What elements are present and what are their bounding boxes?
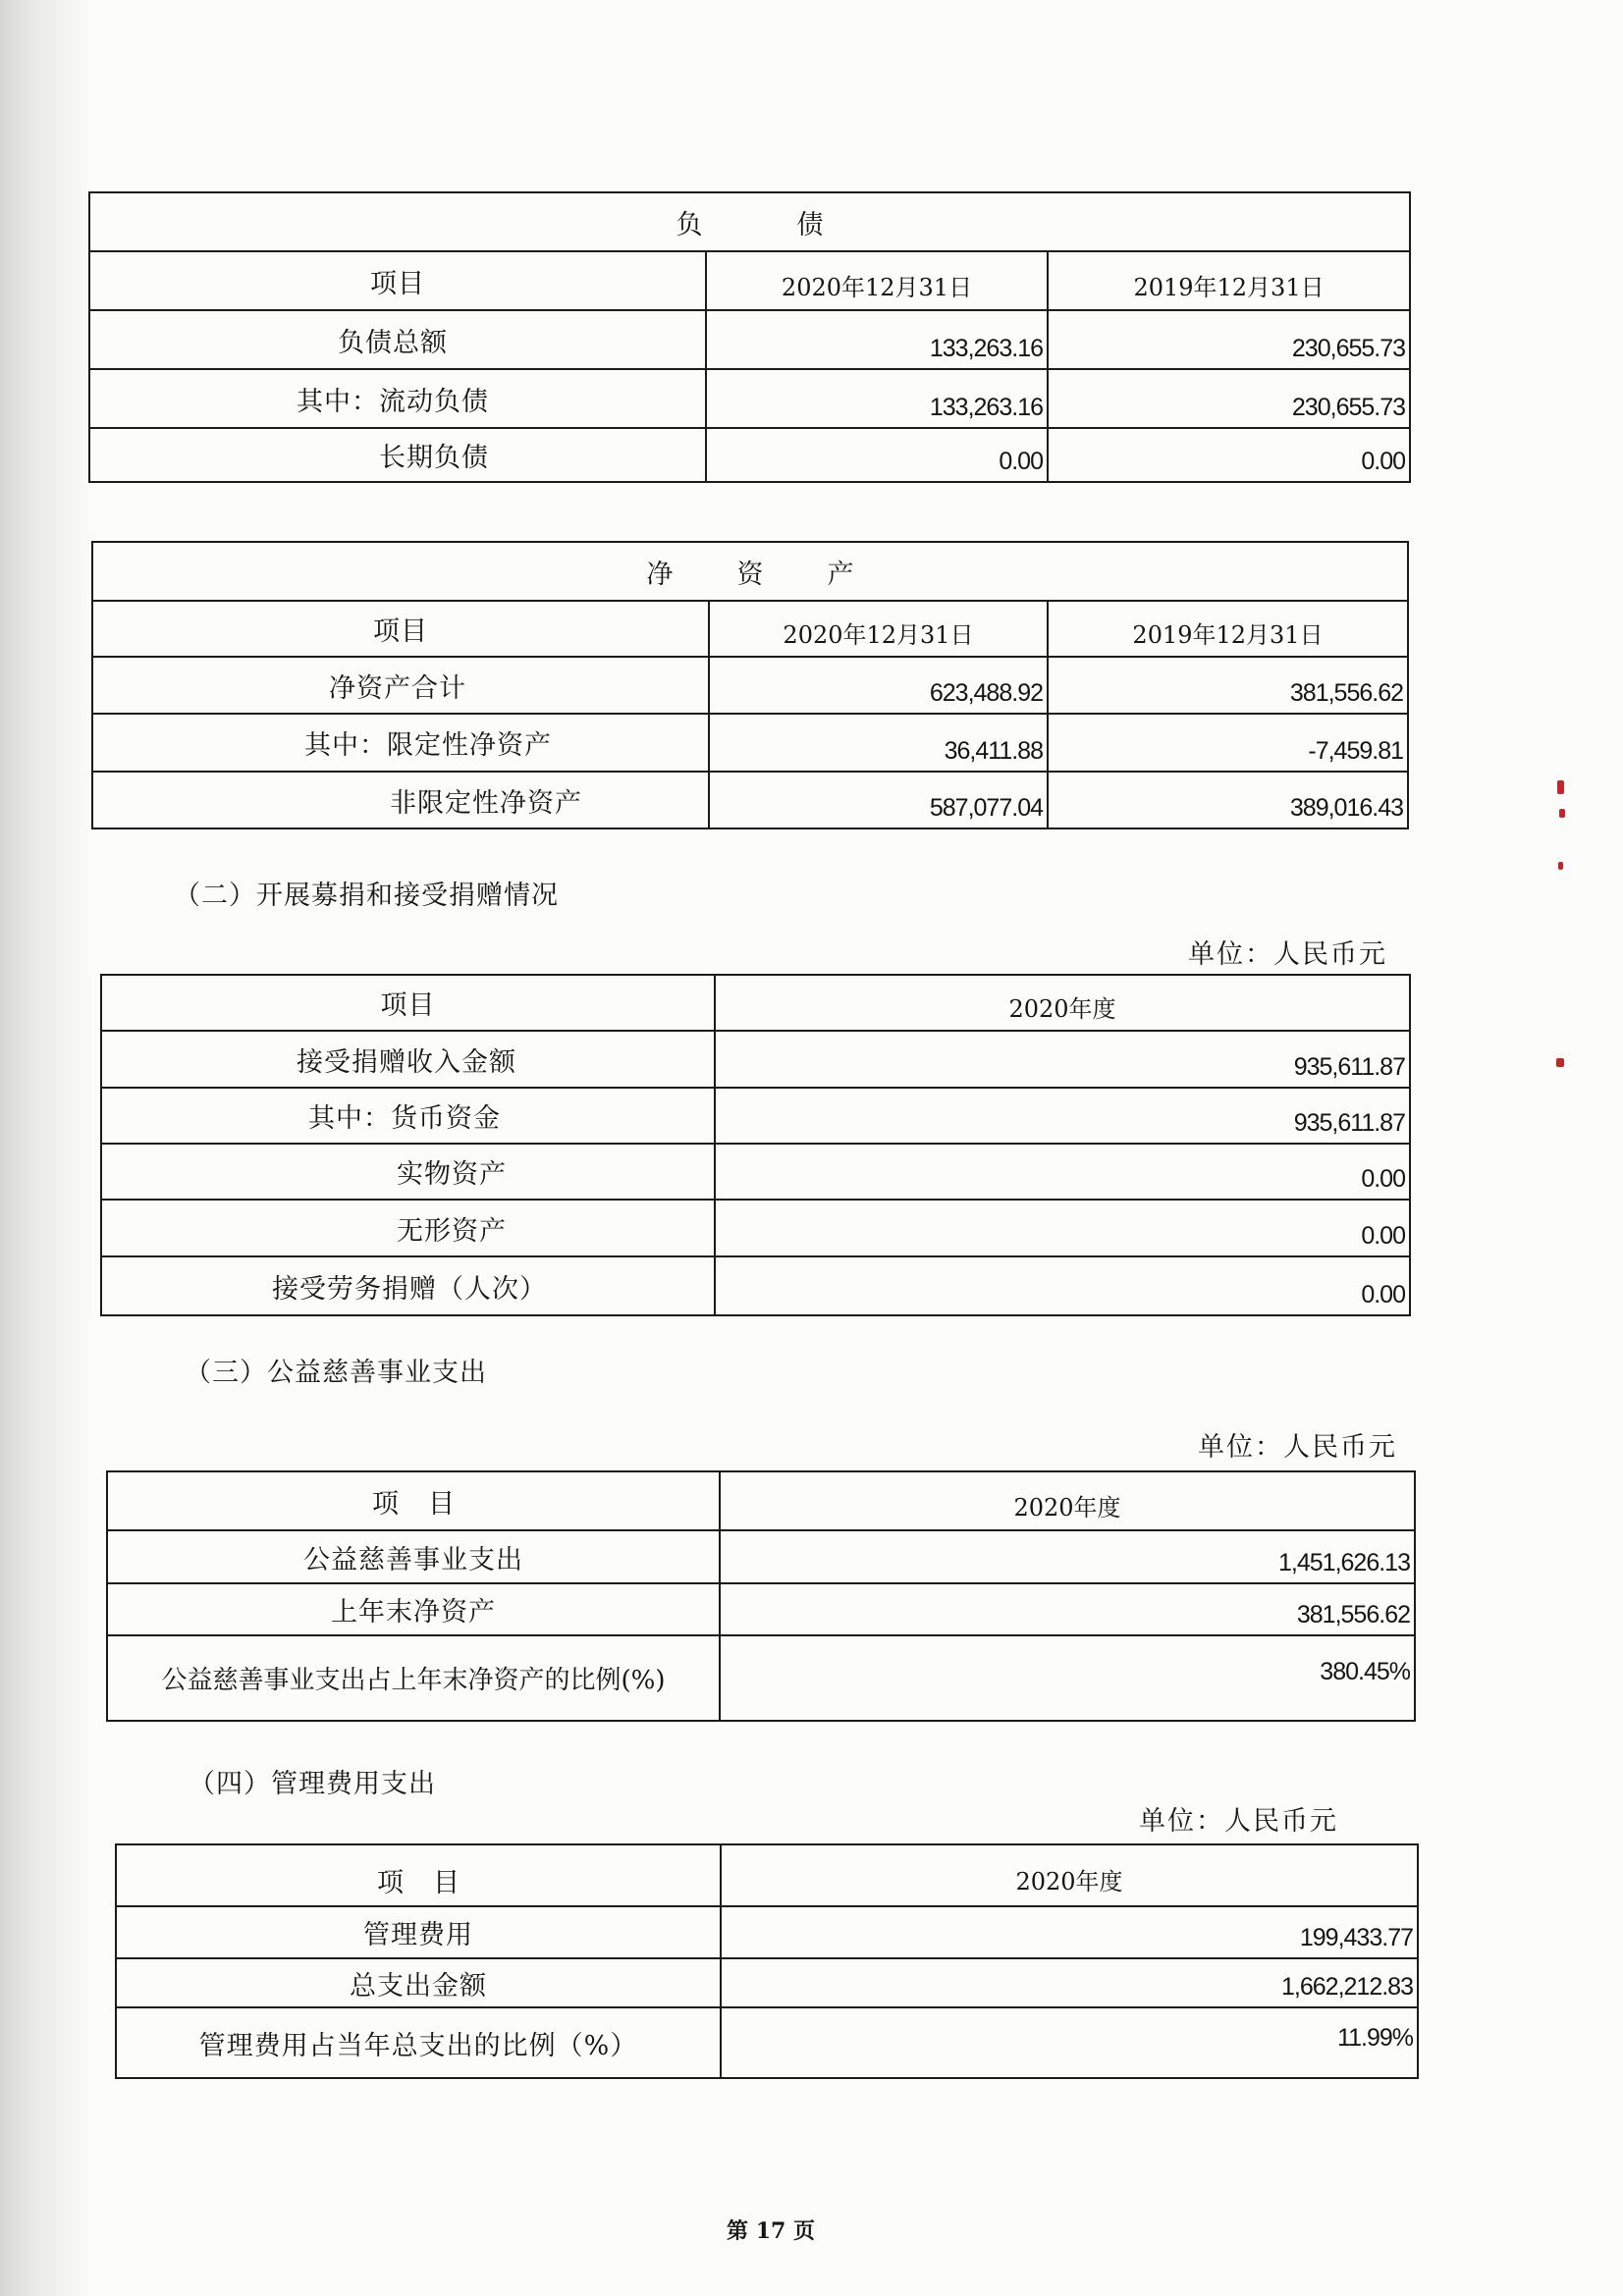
row-value: 935,611.87 [715,1088,1410,1144]
value-2020: 587,077.04 [709,772,1048,828]
section-heading-admin: （四）管理费用支出 [189,1769,436,1799]
row-value: 1,662,212.83 [721,1958,1418,2007]
donations-header-year: 2020年度 [715,975,1410,1031]
table-row [116,2007,1418,2078]
row-label: 净资产合计 [92,657,709,714]
value-2019: 230,655.73 [1048,369,1410,428]
row-value: 1,451,626.13 [720,1530,1415,1583]
row-label: 无形资产 [101,1200,715,1256]
table-row [92,772,1408,828]
row-label: 长期负债 [89,428,706,482]
net-assets-title: 净资产 [92,542,1408,601]
row-label: 其中：货币资金 [101,1088,715,1144]
liabilities-header-2020: 2020年12月31日 [706,251,1048,310]
unit-label: 单位：人民币元 [1188,939,1387,970]
admin-header-item: 项目 [116,1844,721,1906]
row-label: 接受捐赠收入金额 [101,1031,715,1088]
value-2020: 623,488.92 [709,657,1048,714]
row-label: 公益慈善事业支出 [107,1530,720,1583]
row-value: 199,433.77 [721,1906,1418,1958]
net-assets-header-2020: 2020年12月31日 [709,601,1048,657]
value-2020: 0.00 [706,428,1048,482]
charity-table [106,1470,1416,1722]
value-2019: -7,459.81 [1048,714,1408,772]
donations-header-item: 项目 [101,975,715,1031]
charity-header-year: 2020年度 [720,1471,1415,1530]
table-row [92,657,1408,714]
seal-fragment [1559,809,1565,818]
row-value: 11.99% [721,2007,1418,2078]
donations-table [100,974,1411,1316]
row-label: 接受劳务捐赠（人次） [101,1256,715,1315]
section-heading-donations: （二）开展募捐和接受捐赠情况 [174,881,559,911]
table-row [101,1200,1410,1256]
scan-shadow [0,0,93,2296]
value-2019: 0.00 [1048,428,1410,482]
unit-label: 单位：人民币元 [1139,1806,1338,1837]
liabilities-title: 负债 [89,192,1410,251]
table-row [101,1144,1410,1200]
row-label: 实物资产 [101,1144,715,1200]
row-value: 0.00 [715,1144,1410,1200]
page-number: 第 17 页 [727,2218,815,2244]
table-row [89,428,1410,482]
table-row [116,1958,1418,2007]
seal-fragment [1556,1058,1564,1067]
admin-table [115,1843,1419,2079]
table-row [101,1256,1410,1315]
row-label: 管理费用占当年总支出的比例（%） [116,2007,721,2078]
seal-fragment [1557,780,1564,794]
row-value: 0.00 [715,1256,1410,1315]
row-label: 非限定性净资产 [92,772,709,828]
seal-fragment [1558,862,1563,870]
unit-label: 单位：人民币元 [1198,1432,1397,1463]
value-2019: 389,016.43 [1048,772,1408,828]
row-label: 总支出金额 [116,1958,721,2007]
row-label: 上年末净资产 [107,1583,720,1635]
row-label: 管理费用 [116,1906,721,1958]
table-row [101,1031,1410,1088]
table-row [107,1583,1415,1635]
admin-header-year: 2020年度 [721,1844,1418,1906]
row-label: 公益慈善事业支出占上年末净资产的比例(%) [107,1635,720,1721]
table-row [101,1088,1410,1144]
liabilities-table [88,191,1411,483]
row-label: 其中：限定性净资产 [92,714,709,772]
value-2019: 230,655.73 [1048,310,1410,369]
value-2019: 381,556.62 [1048,657,1408,714]
row-label: 负债总额 [89,310,706,369]
row-value: 935,611.87 [715,1031,1410,1088]
net-assets-table [91,541,1409,829]
net-assets-header-2019: 2019年12月31日 [1048,601,1408,657]
value-2020: 36,411.88 [709,714,1048,772]
charity-header-item: 项目 [107,1471,720,1530]
table-row [89,310,1410,369]
liabilities-header-2019: 2019年12月31日 [1048,251,1410,310]
value-2020: 133,263.16 [706,369,1048,428]
row-label: 其中：流动负债 [89,369,706,428]
table-row [107,1530,1415,1583]
table-row [89,369,1410,428]
net-assets-header-item: 项目 [92,601,709,657]
row-value: 381,556.62 [720,1583,1415,1635]
row-value: 380.45% [720,1635,1415,1721]
table-row [92,714,1408,772]
table-row [107,1635,1415,1721]
table-row [116,1906,1418,1958]
section-heading-charity: （三）公益慈善事业支出 [185,1358,487,1388]
value-2020: 133,263.16 [706,310,1048,369]
liabilities-header-item: 项目 [89,251,706,310]
row-value: 0.00 [715,1200,1410,1256]
